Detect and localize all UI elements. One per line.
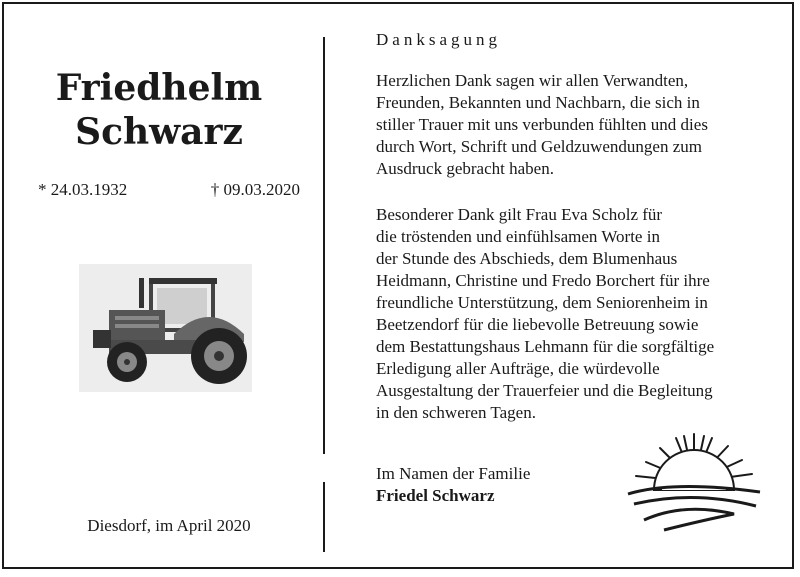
tractor-icon — [79, 264, 252, 392]
signer-name: Friedel Schwarz — [376, 486, 495, 505]
special-thanks-paragraph: Besonderer Dank gilt Frau Eva Scholz für die tröstenden und einfühlsamen Worte in der Stunde des Abschieds, dem Blumenhaus Heidmann, Christine und Fredo Borchert für ihre freundliche Unterstützung, dem Seniorenheim in Beetzendorf für die liebevolle Betreuung sowie dem Bestattungshaus Lehmann für die sorgfältige Erledigung aller Aufträge, die würdevolle Ausgestaltung der Trauerfeier und die Begleitung in den schweren Tagen. — [376, 205, 715, 422]
heading: Danksagung — [376, 30, 501, 49]
thanks-paragraph: Herzlichen Dank sagen wir allen Verwandten, Freunden, Bekannten und Nachbarn, die sich in stiller Trauer mit uns verbunden fühlten und dies durch Wort, Schrift und Geldzuwendungen zum Ausdruck gebracht haben. — [376, 71, 708, 178]
sunrise-icon — [624, 424, 764, 534]
column-divider — [323, 37, 325, 454]
tractor-photo — [79, 264, 252, 392]
life-dates — [38, 180, 300, 200]
on-behalf-label: Im Namen der Familie — [376, 464, 531, 483]
column-divider-lower — [323, 482, 325, 552]
last-name: Schwarz — [75, 111, 243, 153]
deceased-name — [24, 66, 294, 154]
obituary-card — [2, 2, 794, 569]
death-date: † 09.03.2020 — [210, 180, 300, 199]
first-name: Friedhelm — [55, 67, 263, 109]
birth-date: * 24.03.1932 — [38, 180, 128, 199]
place-date: Diesdorf, im April 2020 — [87, 516, 251, 535]
